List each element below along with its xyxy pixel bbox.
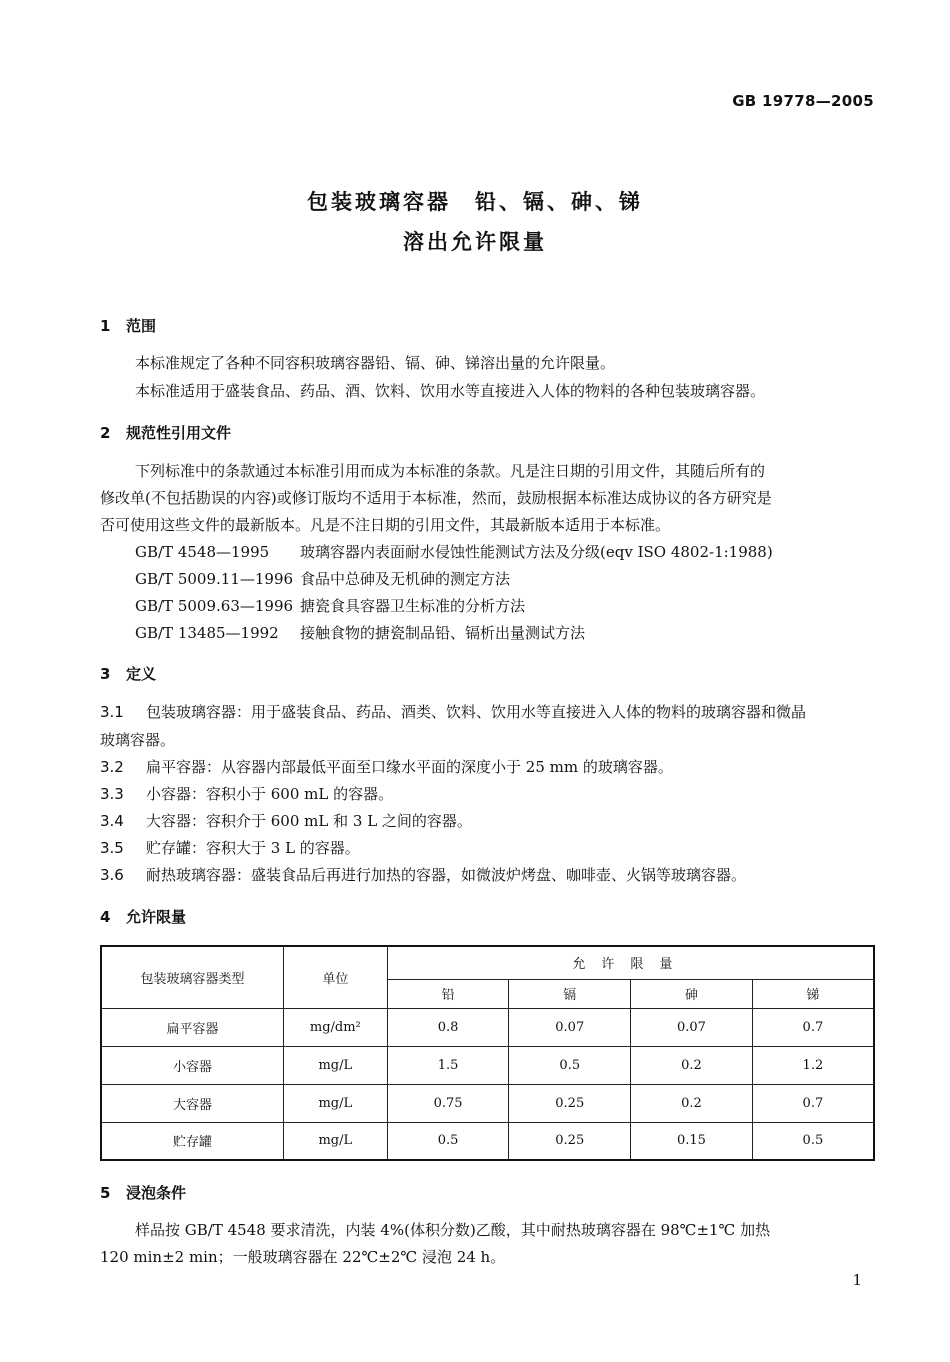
header-container-type: 包装玻璃容器类型 — [101, 946, 283, 1008]
definition-number: 3.3 — [100, 785, 124, 803]
cell-type: 扁平容器 — [101, 1008, 283, 1046]
section-number: 4 — [100, 908, 111, 926]
header-allowed-limit: 允许限量 — [387, 946, 874, 979]
section-5-paragraph-line-2: 120 min±2 min；一般玻璃容器在 22℃±2℃ 浸泡 24 h。 — [100, 1248, 506, 1266]
header-metal-arsenic: 砷 — [631, 979, 753, 1008]
definition-text: 贮存罐：容积大于 3 L 的容器。 — [146, 839, 360, 857]
definition-text: 小容器：容积小于 600 mL 的容器。 — [146, 785, 394, 803]
cell-lead: 1.5 — [387, 1046, 509, 1084]
section-title: 范围 — [126, 317, 157, 335]
definition-3-2 — [100, 756, 673, 777]
page-number: 1 — [852, 1271, 862, 1289]
cell-unit: mg/L — [283, 1122, 387, 1160]
cell-cadmium: 0.25 — [509, 1122, 631, 1160]
reference-title: 玻璃容器内表面耐水侵蚀性能测试方法及分级(eqv ISO 4802-1:1988) — [300, 543, 773, 561]
section-title: 允许限量 — [126, 908, 187, 926]
definition-3-3 — [100, 783, 393, 804]
cell-lead: 0.8 — [387, 1008, 509, 1046]
table-row — [101, 1084, 874, 1122]
definition-text: 扁平容器：从容器内部最低平面至口缘水平面的深度小于 25 mm 的玻璃容器。 — [146, 758, 673, 776]
cell-type: 大容器 — [101, 1084, 283, 1122]
section-2-paragraph-line-3: 否可使用这些文件的最新版本。凡是不注日期的引用文件，其最新版本适用于本标准。 — [100, 516, 671, 534]
section-number: 5 — [100, 1184, 111, 1202]
cell-unit: mg/dm² — [283, 1008, 387, 1046]
document-title-line-2: 溶出允许限量 — [403, 230, 547, 254]
cell-antimony: 0.5 — [752, 1122, 874, 1160]
section-5-heading — [100, 1182, 186, 1203]
cell-antimony: 1.2 — [752, 1046, 874, 1084]
section-2-heading — [100, 422, 231, 443]
definition-3-5 — [100, 837, 360, 858]
cell-lead: 0.5 — [387, 1122, 509, 1160]
definition-text: 包装玻璃容器：用于盛装食品、药品、酒类、饮料、饮用水等直接进入人体的物料的玻璃容器和微晶 — [146, 703, 807, 721]
definition-text: 耐热玻璃容器：盛装食品后再进行加热的容器，如微波炉烤盘、咖啡壶、火锅等玻璃容器。 — [146, 866, 747, 884]
definition-text: 大容器：容积介于 600 mL 和 3 L 之间的容器。 — [146, 812, 472, 830]
table-row — [101, 1008, 874, 1046]
definition-3-6 — [100, 864, 746, 885]
definition-3-1 — [100, 701, 806, 722]
reference-code: GB/T 4548—1995 — [135, 543, 270, 561]
table-row — [101, 1046, 874, 1084]
section-title: 浸泡条件 — [126, 1184, 187, 1202]
definition-number: 3.5 — [100, 839, 124, 857]
cell-unit: mg/L — [283, 1084, 387, 1122]
header-metal-lead: 铅 — [387, 979, 509, 1008]
standard-code: GB 19778—2005 — [732, 92, 874, 110]
cell-arsenic: 0.2 — [631, 1084, 753, 1122]
normative-reference — [135, 541, 773, 562]
section-title: 规范性引用文件 — [126, 424, 232, 442]
limits-table — [100, 945, 875, 1161]
section-number: 2 — [100, 424, 111, 442]
definition-number: 3.1 — [100, 703, 124, 721]
reference-title: 搪瓷食具容器卫生标准的分析方法 — [300, 597, 526, 615]
normative-reference — [135, 568, 510, 589]
reference-code: GB/T 5009.63—1996 — [135, 597, 294, 615]
cell-lead: 0.75 — [387, 1084, 509, 1122]
definition-number: 3.6 — [100, 866, 124, 884]
header-metal-cadmium: 镉 — [509, 979, 631, 1008]
header-metal-antimony: 锑 — [752, 979, 874, 1008]
normative-reference — [135, 595, 525, 616]
cell-type: 贮存罐 — [101, 1122, 283, 1160]
normative-reference — [135, 622, 585, 643]
cell-arsenic: 0.15 — [631, 1122, 753, 1160]
document-title-line-1: 包装玻璃容器 铅、镉、砷、锑 — [307, 190, 643, 214]
cell-type: 小容器 — [101, 1046, 283, 1084]
definition-3-1-continuation: 玻璃容器。 — [100, 731, 176, 749]
section-number: 3 — [100, 665, 111, 683]
cell-antimony: 0.7 — [752, 1008, 874, 1046]
definition-number: 3.4 — [100, 812, 124, 830]
cell-cadmium: 0.07 — [509, 1008, 631, 1046]
reference-code: GB/T 5009.11—1996 — [135, 570, 294, 588]
definition-number: 3.2 — [100, 758, 124, 776]
section-5-paragraph-line-1: 样品按 GB/T 4548 要求清洗，内装 4%(体积分数)乙酸，其中耐热玻璃容器在 98℃±1℃ 加热 — [135, 1221, 771, 1239]
reference-title: 接触食物的搪瓷制品铅、镉析出量测试方法 — [300, 624, 586, 642]
section-1-paragraph-2: 本标准适用于盛装食品、药品、酒、饮料、饮用水等直接进入人体的物料的各种包装玻璃容器。 — [135, 382, 766, 400]
section-number: 1 — [100, 317, 111, 335]
section-3-heading — [100, 663, 156, 684]
definition-3-4 — [100, 810, 472, 831]
section-1-paragraph-1: 本标准规定了各种不同容积玻璃容器铅、镉、砷、锑溶出量的允许限量。 — [135, 354, 616, 372]
cell-arsenic: 0.07 — [631, 1008, 753, 1046]
reference-title: 食品中总砷及无机砷的测定方法 — [300, 570, 511, 588]
cell-cadmium: 0.5 — [509, 1046, 631, 1084]
table-row — [101, 1122, 874, 1160]
cell-antimony: 0.7 — [752, 1084, 874, 1122]
section-title: 定义 — [126, 665, 157, 683]
cell-cadmium: 0.25 — [509, 1084, 631, 1122]
section-2-paragraph-line-2: 修改单(不包括勘误的内容)或修订版均不适用于本标准，然而，鼓励根据本标准达成协议的各方研究是 — [100, 489, 772, 507]
cell-arsenic: 0.2 — [631, 1046, 753, 1084]
section-1-heading — [100, 315, 156, 336]
cell-unit: mg/L — [283, 1046, 387, 1084]
reference-code: GB/T 13485—1992 — [135, 624, 279, 642]
header-unit: 单位 — [283, 946, 387, 1008]
section-2-paragraph-line-1: 下列标准中的条款通过本标准引用而成为本标准的条款。凡是注日期的引用文件，其随后所有的 — [135, 462, 766, 480]
section-4-heading — [100, 906, 186, 927]
